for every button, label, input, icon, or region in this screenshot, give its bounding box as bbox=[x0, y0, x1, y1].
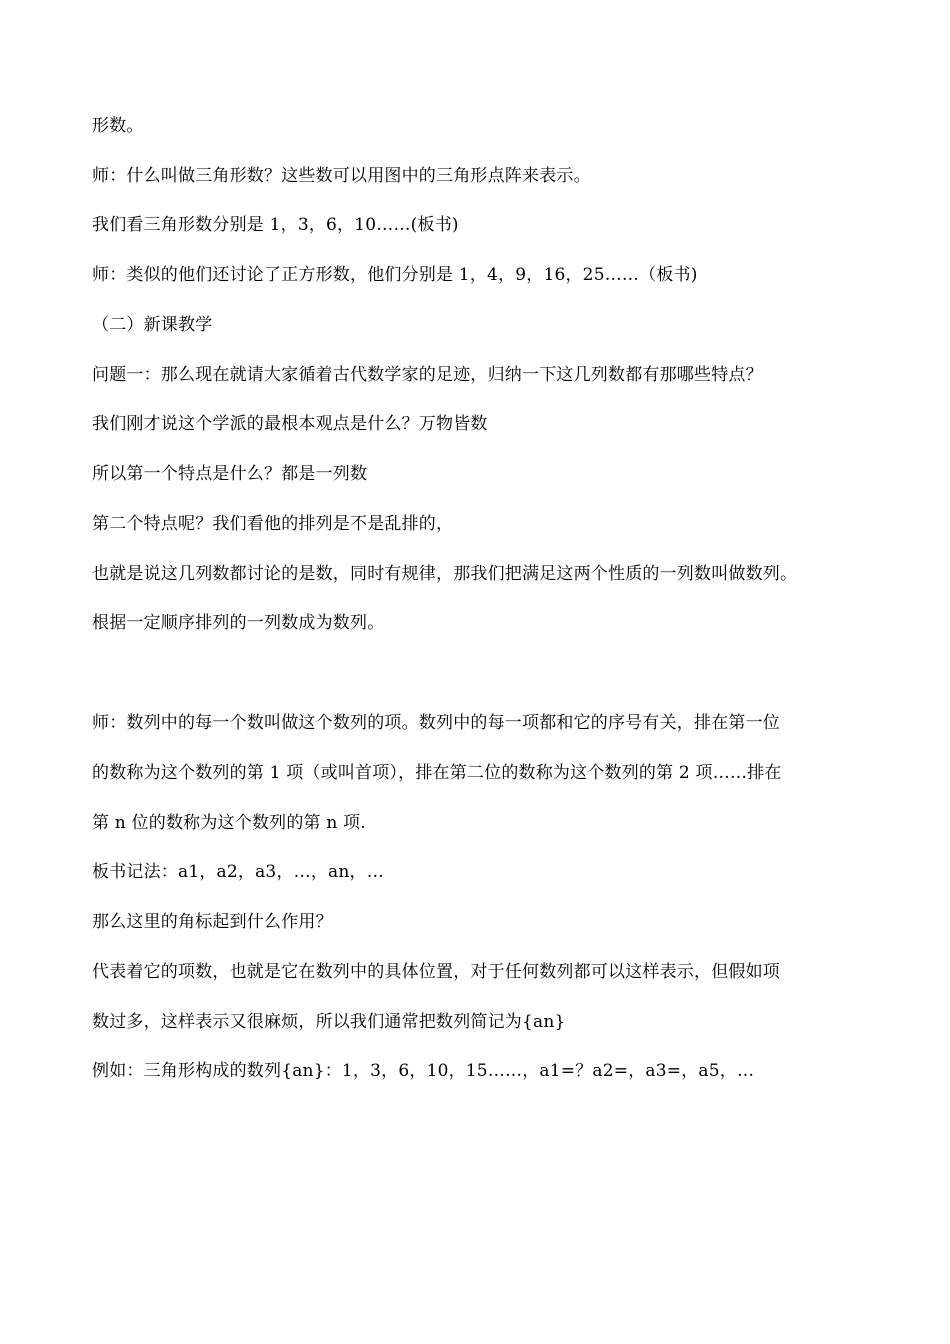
text-line: 例如：三角形构成的数列{an}：1，3，6，10，15……，a1=？a2=，a3=，a5，… bbox=[92, 1061, 755, 1081]
text-line: 我们看三角形数分别是 1，3，6，10……(板书) bbox=[92, 215, 459, 235]
text-line: 第 n 位的数称为这个数列的第 n 项. bbox=[92, 813, 366, 833]
text-line: 代表着它的项数，也就是它在数列中的具体位置，对于任何数列都可以这样表示，但假如项 bbox=[92, 962, 780, 982]
text-line: 板书记法：a1，a2，a3，…，an，… bbox=[92, 862, 384, 882]
text-line: 我们刚才说这个学派的最根本观点是什么？万物皆数 bbox=[92, 414, 488, 434]
section-heading: （二）新课教学 bbox=[92, 315, 213, 335]
text-line: 数过多，这样表示又很麻烦，所以我们通常把数列简记为{an} bbox=[92, 1012, 566, 1032]
text-line: 所以第一个特点是什么？都是一列数 bbox=[92, 464, 368, 484]
text-line: 也就是说这几列数都讨论的是数，同时有规律，那我们把满足这两个性质的一列数叫做数列。 bbox=[92, 564, 798, 584]
text-line: 的数称为这个数列的第 1 项（或叫首项），排在第二位的数称为这个数列的第 2 项……排在 bbox=[92, 763, 782, 783]
text-line: 第二个特点呢？我们看他的排列是不是乱排的， bbox=[92, 514, 454, 534]
text-line: 形数。 bbox=[92, 116, 144, 136]
text-line: 师：类似的他们还讨论了正方形数，他们分别是 1，4，9，16，25……（板书) bbox=[92, 265, 698, 285]
text-line: 问题一：那么现在就请大家循着古代数学家的足迹，归纳一下这几列数都有那哪些特点？ bbox=[92, 365, 763, 385]
text-line: 师：数列中的每一个数叫做这个数列的项。数列中的每一项都和它的序号有关，排在第一位 bbox=[92, 713, 780, 733]
text-line: 那么这里的角标起到什么作用？ bbox=[92, 912, 333, 932]
text-line: 根据一定顺序排列的一列数成为数列。 bbox=[92, 613, 385, 633]
text-line: 师：什么叫做三角形数？这些数可以用图中的三角形点阵来表示。 bbox=[92, 166, 591, 186]
